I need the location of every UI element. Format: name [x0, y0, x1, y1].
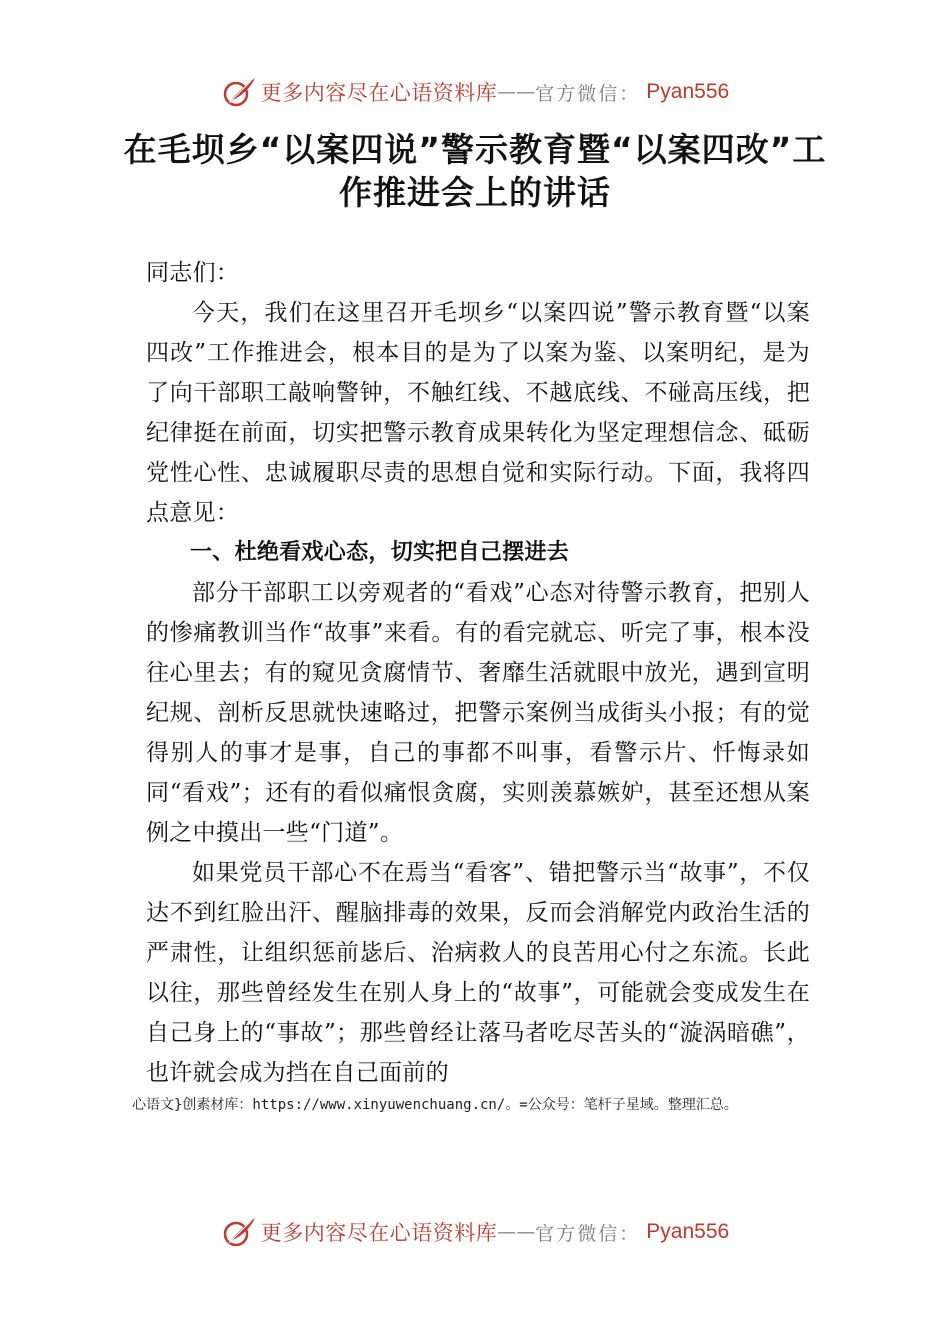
paragraph-3: 如果党员干部心不在焉当“看客”、错把警示当“故事”，不仅达不到红脸出汗、醒脑排毒的效果，反而会消解党内政治生活的严肃性，让组织惩前毖后、治病救人的良苦用心付之东流。长此以往，那些曾经发生在别人身上的“故事”，可能就会变成发生在自己身上的“事故”；那些曾经让落马者吃尽苦头的“漩涡暗礁”，也许就会成为挡在自己面前的 — [146, 860, 810, 1086]
feather-pen-logo-icon — [221, 1215, 257, 1249]
banner-separator: —— — [497, 81, 536, 103]
feather-pen-logo-icon — [221, 75, 257, 109]
banner-wechat-label: 官方微信： — [535, 82, 641, 105]
banner-slogan: 更多内容尽在心语资料库 — [260, 81, 498, 105]
banner-wechat-label: 官方微信： — [535, 1222, 641, 1245]
document-body — [146, 253, 810, 1093]
salutation: 同志们： — [146, 260, 240, 286]
section-heading-1: 一、杜绝看戏心态，切实把自己摆进去 — [190, 540, 570, 565]
paragraph-2: 部分干部职工以旁观者的“看戏”心态对待警示教育，把别人的惨痛教训当作“故事”来看。有的看完就忘、听完了事，根本没往心里去；有的窥见贪腐情节、奢靡生活就眼中放光，遇到宣明纪规、剖析反思就快速略过，把警示案例当成街头小报；有的觉得别人的事才是事，自己的事都不叫事，看警示片、忏悔录如同“看戏”；还有的看似痛恨贪腐，实则羡慕嫉妒，甚至还想从案例之中摸出一些“门道”。 — [146, 580, 810, 846]
source-note: 心语文}创素材库：https://www.xinyuwenchuang.cn/。=公众号：笔杆子星域。整理汇总。 — [132, 1097, 738, 1113]
banner-wechat-id: Pyan556 — [646, 80, 730, 103]
banner-slogan: 更多内容尽在心语资料库 — [260, 1221, 498, 1245]
footer-banner — [0, 1212, 950, 1252]
banner-separator: —— — [497, 1221, 536, 1243]
paragraph-intro: 今天，我们在这里召开毛坝乡“以案四说”警示教育暨“以案四改”工作推进会，根本目的是为了以案为鉴、以案明纪，是为了向干部职工敲响警钟，不触红线、不越底线、不碰高压线，把纪律挺在前面，切实把警示教育成果转化为坚定理想信念、砥砺党性心性、忠诚履职尽责的思想自觉和实际行动。下面，我将四点意见： — [146, 300, 810, 526]
banner-wechat-id: Pyan556 — [646, 1220, 730, 1243]
document-title: 在毛坝乡“以案四说”警示教育暨“以案四改”工作推进会上的讲话 — [123, 130, 827, 212]
header-banner — [0, 72, 950, 112]
